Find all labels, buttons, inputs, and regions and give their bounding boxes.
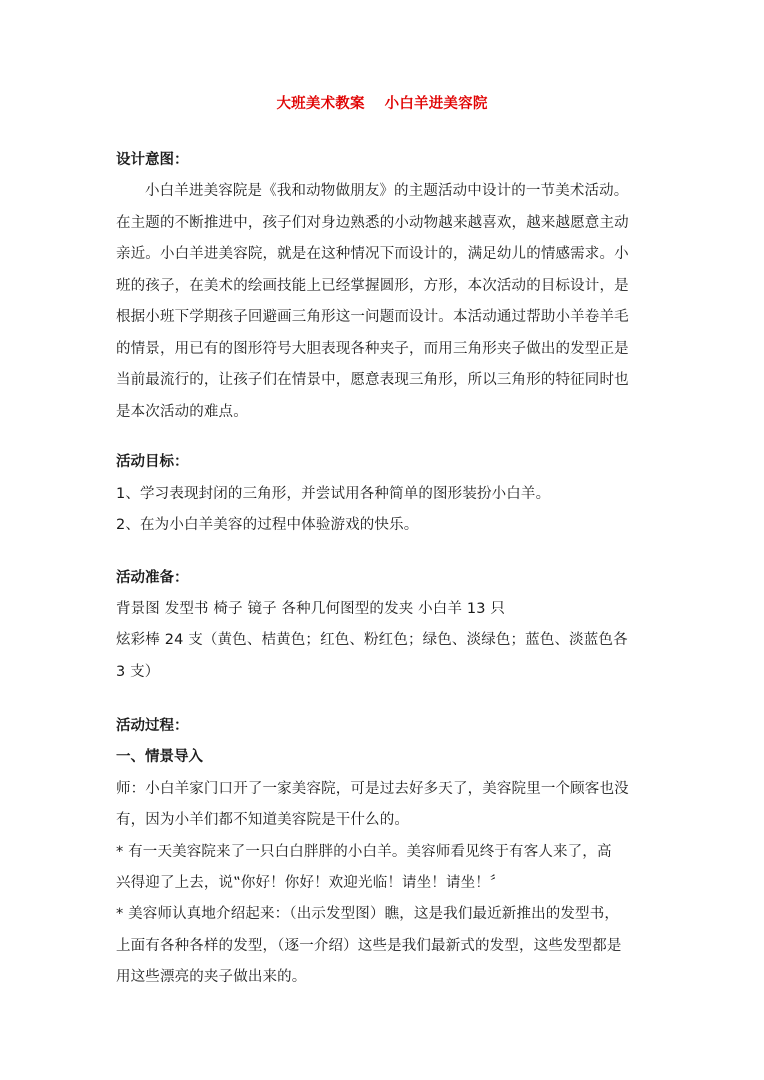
process-line: 师：小白羊家门口开了一家美容院，可是过去好多天了，美容院里一个顾客也没 (116, 781, 629, 797)
activity-prep-line: 背景图 发型书 椅子 镜子 各种几何图型的发夹 小白羊 13 只 (116, 601, 506, 617)
process-line: 上面有各种各样的发型，（逐一介绍）这些是我们最新式的发型，这些发型都是 (116, 938, 622, 954)
design-intent-line: 在主题的不断推进中，孩子们对身边熟悉的小动物越来越喜欢，越来越愿意主动 (116, 215, 629, 231)
activity-process-heading: 活动过程： (116, 718, 189, 734)
process-line: * 有一天美容院来了一只白白胖胖的小白羊。美容师看见终于有客人来了，高 (116, 844, 612, 860)
design-intent-line: 的情景，用已有的图形符号大胆表现各种夹子，而用三角形夹子做出的发型正是 (116, 341, 629, 357)
design-intent-line: 班的孩子，在美术的绘画技能上已经掌握圆形，方形，本次活动的目标设计，是 (116, 278, 629, 294)
activity-goals-heading: 活动目标： (116, 454, 189, 470)
process-line: 兴得迎了上去，说‟你好！你好！欢迎光临！请坐！请坐！〞 (116, 875, 505, 891)
design-intent-line: 小白羊进美容院是《我和动物做朋友》的主题活动中设计的一节美术活动。 (145, 183, 629, 199)
activity-goal-item: 1、学习表现封闭的三角形，并尝试用各种简单的图形装扮小白羊。 (116, 486, 551, 502)
process-step-heading: 一、情景导入 (116, 749, 203, 765)
design-intent-line: 亲近。小白羊进美容院，就是在这种情况下而设计的，满足幼儿的情感需求。小 (116, 246, 629, 262)
process-line: 用这些漂亮的夹子做出来的。 (116, 969, 307, 985)
design-intent-line: 是本次活动的难点。 (116, 404, 248, 420)
design-intent-heading: 设计意图： (116, 152, 189, 168)
process-line: 有，因为小羊们都不知道美容院是干什么的。 (116, 812, 409, 828)
activity-prep-heading: 活动准备： (116, 570, 189, 586)
design-intent-line: 当前最流行的，让孩子们在情景中，愿意表现三角形，所以三角形的特征同时也 (116, 372, 629, 388)
activity-prep-line: 炫彩棒 24 支（黄色、桔黄色；红色、粉红色；绿色、淡绿色；蓝色、淡蓝色各 (116, 632, 628, 648)
document-title: 大班美术教案 小白羊进美容院 (276, 96, 488, 112)
design-intent-line: 根据小班下学期孩子回避画三角形这一问题而设计。本活动通过帮助小羊卷羊毛 (116, 309, 629, 325)
activity-prep-line: 3 支） (116, 664, 160, 680)
process-line: * 美容师认真地介绍起来：（出示发型图）瞧，这是我们最近新推出的发型书， (116, 906, 620, 922)
activity-goal-item: 2、在为小白羊美容的过程中体验游戏的快乐。 (116, 517, 419, 533)
